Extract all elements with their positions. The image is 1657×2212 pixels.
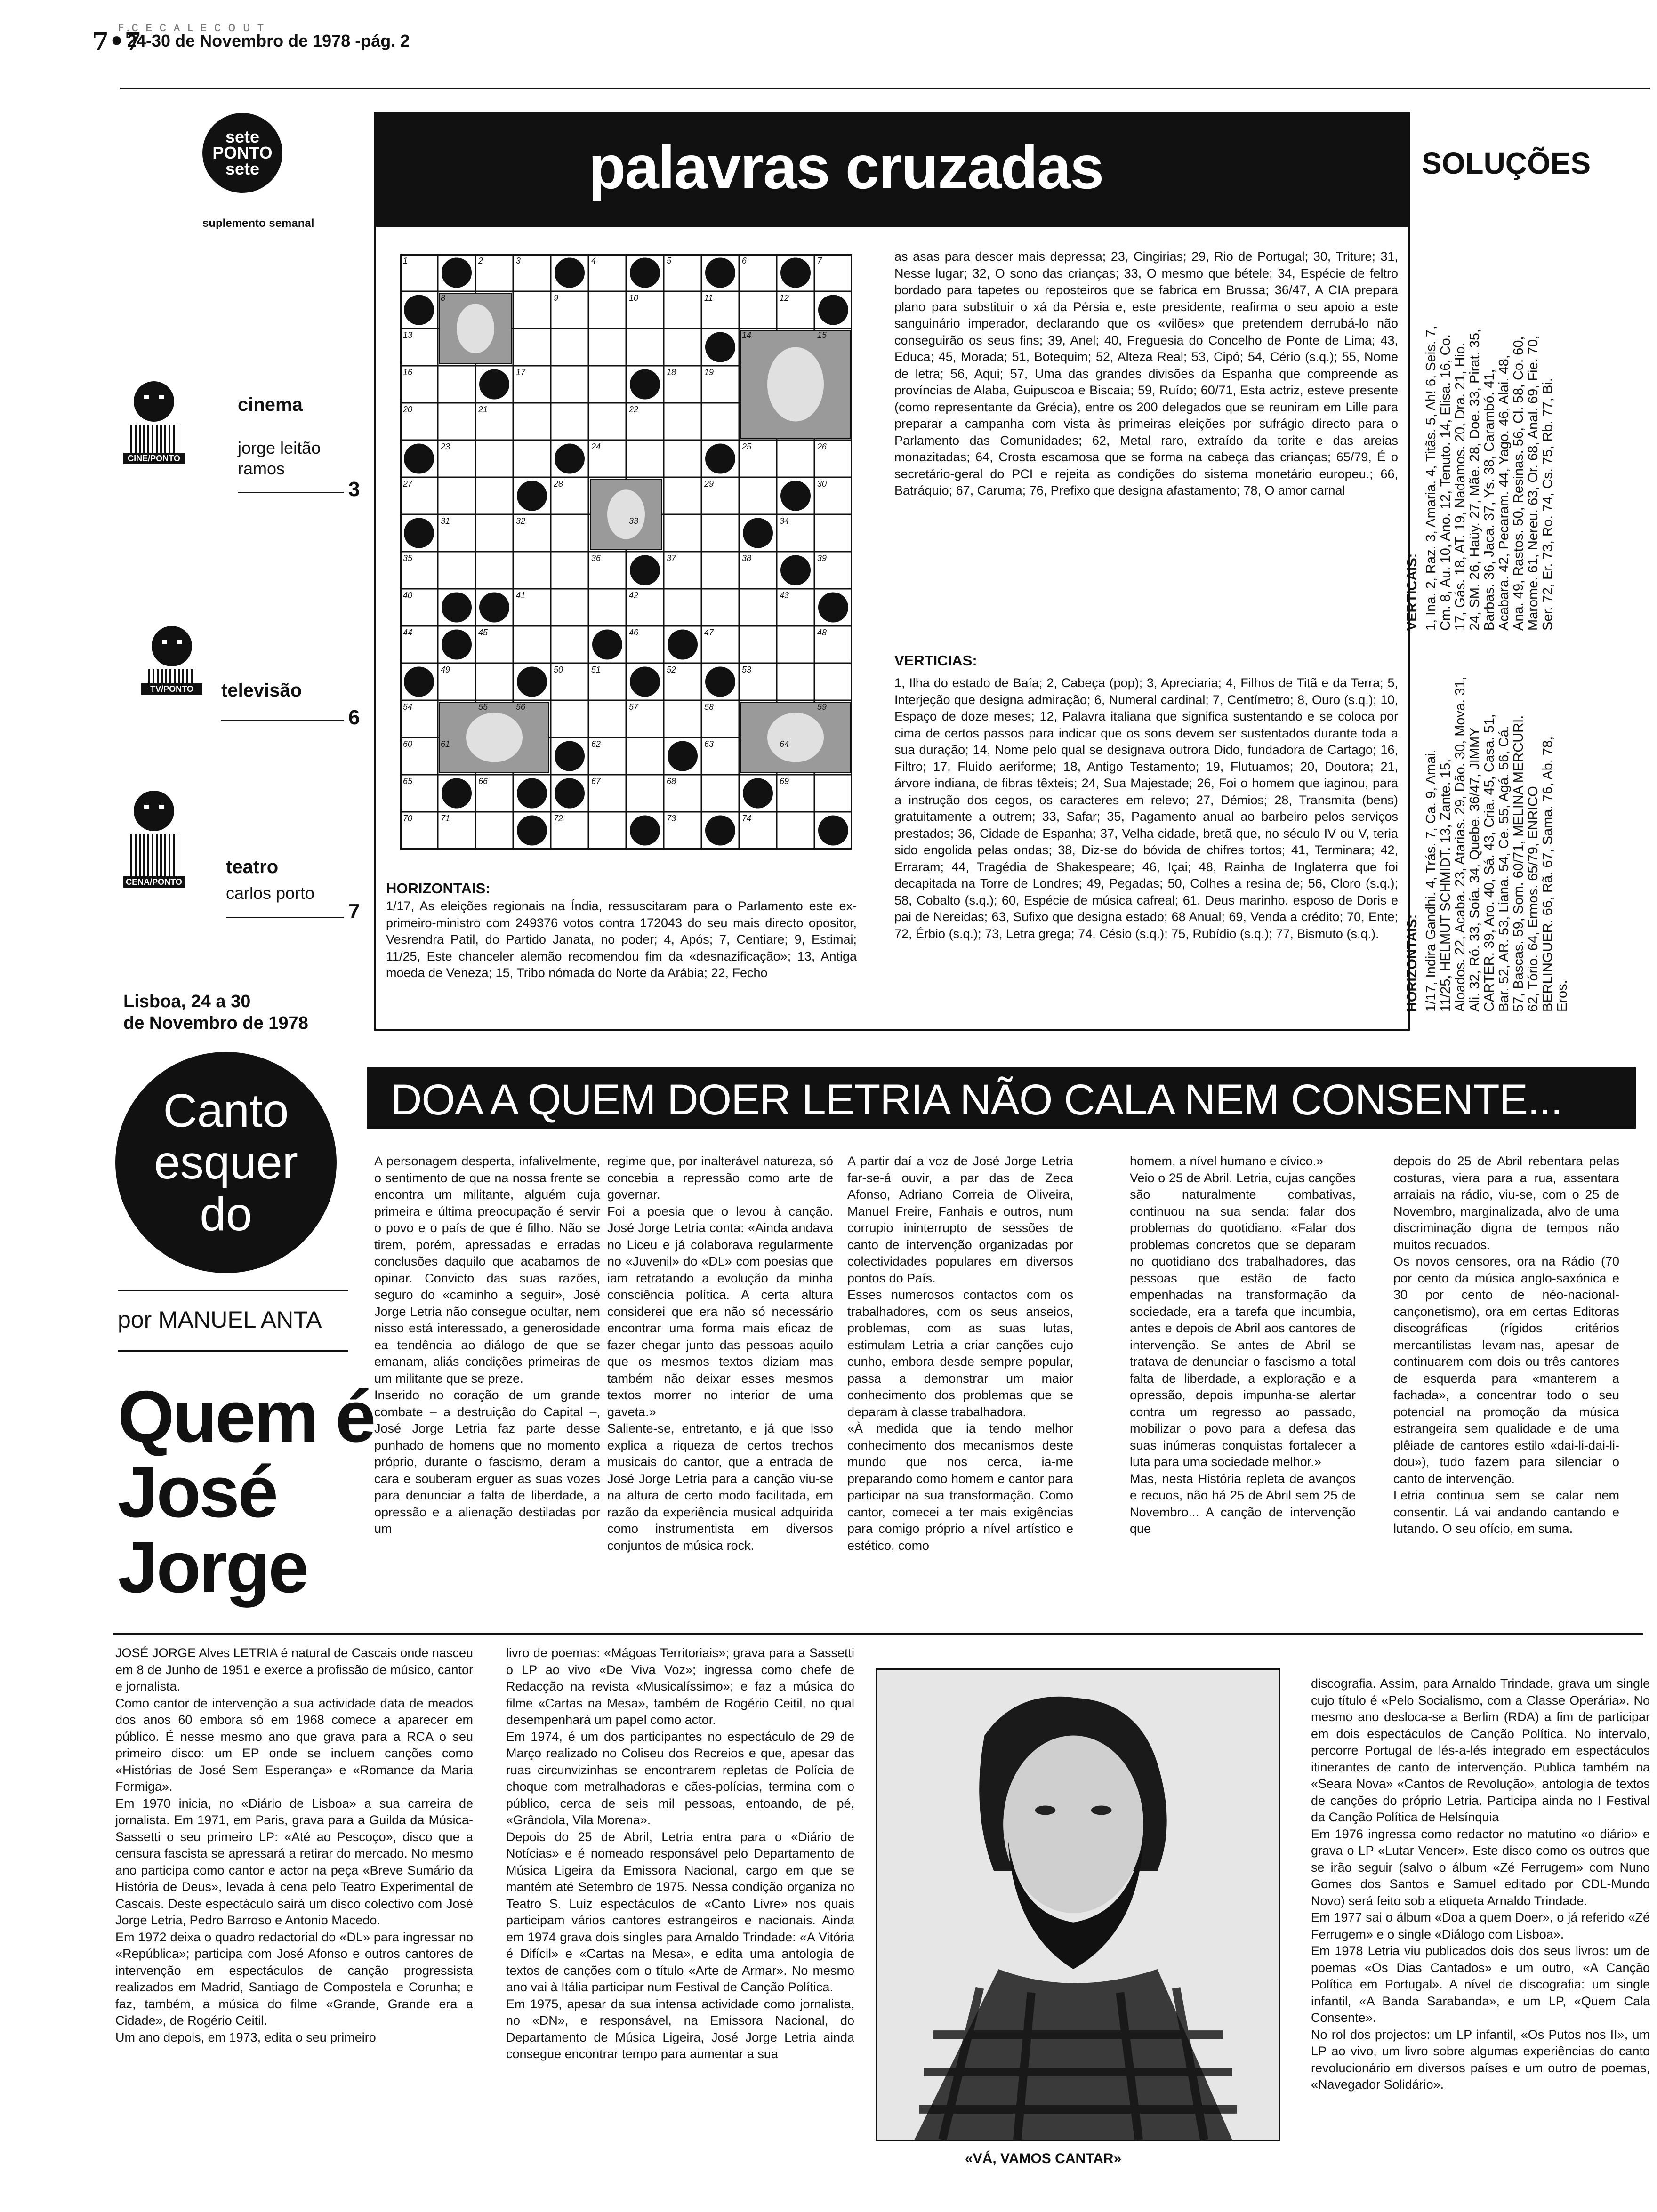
grid-black-cell xyxy=(705,816,735,846)
grid-clue-number: 18 xyxy=(667,368,676,377)
grid-clue-number: 39 xyxy=(817,553,827,563)
grid-black-cell xyxy=(442,778,472,809)
grid-clue-number: 48 xyxy=(817,628,827,637)
grid-black-cell xyxy=(668,741,698,771)
grid-clue-number: 30 xyxy=(817,479,827,489)
tv-tag: TV/PONTO xyxy=(141,683,202,695)
grid-black-cell xyxy=(517,816,547,846)
grid-clue-number: 26 xyxy=(817,442,827,451)
grid-clue-number: 56 xyxy=(516,702,526,712)
grid-clue-number: 24 xyxy=(591,442,601,451)
photo-caption: «VÁ, VAMOS CANTAR» xyxy=(965,2151,1122,2166)
cinema-face-icon xyxy=(123,381,185,464)
grid-clue-number: 69 xyxy=(780,777,789,786)
grid-black-cell xyxy=(705,332,735,362)
grid-black-cell xyxy=(555,741,585,771)
section-page-cinema: 3 xyxy=(348,478,360,501)
section-title-televisao[interactable]: televisão xyxy=(221,680,302,701)
vertical-clues-heading: VERTICIAS: xyxy=(894,652,977,669)
grid-black-cell xyxy=(404,667,434,697)
grid-black-cell xyxy=(705,444,735,474)
grid-clue-number: 66 xyxy=(478,777,488,786)
solutions-line: Cm. 8, Au. 10, Ano. 12, Tenuto. 14, Elisa. 16, Co. xyxy=(1438,334,1453,631)
header-rule xyxy=(120,88,1650,89)
grid-black-cell xyxy=(517,778,547,809)
grid-black-cell xyxy=(780,481,811,511)
grid-clue-number: 36 xyxy=(591,553,601,563)
side-title-line-1: Quem é xyxy=(118,1376,374,1457)
grid-clue-number: 58 xyxy=(704,702,714,712)
byline-rule-bottom xyxy=(118,1350,348,1352)
solutions-line: Ali. 32, Ró. 33, Soía. 34, Quebe. 36/47, JIMMY xyxy=(1467,727,1482,1012)
grid-black-cell xyxy=(743,778,773,809)
article-headline: DOA A QUEM DOER LETRIA NÃO CALA NEM CONSENTE... xyxy=(391,1076,1562,1124)
horizontal-clues-continued: as asas para descer mais depressa; 23, Cingirias; 29, Rio de Portugal; 30, Triture; 31, Nesse lugar; 32, O sono das crianças; 33, O mesmo que bétele; 34, Espécie de feltro bordado para tapetes ou reposteiros que se fabrica em Brussa; 36/47, A CIA prepara plano para substituir o xá da Pérsia e, este presidente, reafirma o seu apoio a este sanguinário imperador, declarando que os «vilões» que pretendem derrubá-lo não conseguirão os seus fins; 39, Anel; 40, Freguesia do Concelho de Ponte de Lima; 43, Educa; 45, Morada; 51, Botequim; 52, Alteza Real; 53, Cipó; 54, Cério (s.q.); 55, Nome de letra; 56, Aqui; 57, Uma das grandes divisões da Espanha que compreende as províncias de Alaba, Guipuscoa e Biscaia; 59, Ruído; 60/71, Esta actriz, esteve presente (como representante da Grécia), entre os 200 delegados que se reuniram em Lille para preparar a campanha com vista às primeiras eleições por sufrágio directo para o Parlamento das Comunidades; 62, Metal raro, extraído da torite e das areias monazitadas; 64, Crosta escamosa que se forma na cabeça das crianças; 65/79, É o secretário-geral do PCI e rejeita as condições do sistema monetário europeu.; 66, Batráquio; 67, Caruma; 76, Prefixo que designa afastamento; 78, O amor carnal xyxy=(894,249,1398,497)
grid-black-cell xyxy=(668,630,698,660)
grid-black-cell xyxy=(479,369,509,400)
scan-artifact-text: ꜰ.ᴄ ᴇ ᴄ ᴀ ʟ ᴇ ᴄ ᴏ ᴜ ᴛ xyxy=(118,19,265,34)
grid-clue-number: 34 xyxy=(780,516,789,526)
solutions-line: 57, Bascas. 59, Som. 60/71, MELINA MERCURI. xyxy=(1511,715,1526,1012)
side-title-line-3: Jorge xyxy=(118,1526,307,1608)
grid-black-cell xyxy=(517,667,547,697)
grid-clue-number: 11 xyxy=(704,293,713,303)
grid-clue-number: 62 xyxy=(591,739,601,749)
grid-clue-number: 1 xyxy=(403,256,408,265)
grid-clue-number: 4 xyxy=(591,256,596,265)
horizontal-clues-text: 1/17, As eleições regionais na Índia, ressuscitaram para o Parlamento este ex-primeiro-ministro com 249376 votos contra 172043 do seu mais directo opositor, Vesrendra Patil, do Partido Janata, no poder; 4, Após; 7, Centiare; 9, Estimai; 11/25, Este chanceler alemão recomendou fim da «desnazificação»; 13, Antiga moeda de Veneza; 15, Tribo nómada do Norte da Arábia; 22, Fecho xyxy=(386,899,857,980)
section-author-teatro: carlos porto xyxy=(226,883,315,903)
grid-clue-number: 23 xyxy=(441,442,450,451)
grid-clue-number: 60 xyxy=(403,739,413,749)
solutions-line: CARTER. 39, Aro. 40, Sá. 43, Cria. 45, Casa. 51, xyxy=(1482,714,1497,1012)
grid-clue-number: 71 xyxy=(441,814,450,823)
byline: por MANUEL ANTA xyxy=(118,1306,322,1333)
grid-clue-number: 16 xyxy=(403,368,413,377)
grid-black-cell xyxy=(818,295,848,325)
grid-clue-number: 6 xyxy=(742,256,747,265)
grid-clue-number: 20 xyxy=(403,405,413,414)
bio-column-1: JOSÉ JORGE Alves LETRIA é natural de Cascais onde nasceu em 8 de Junho de 1951 e exerce a profissão de músico, cantor e jornalista. Como cantor de intervenção a sua actividade data de meados dos anos 60 embora só em 1968 comece a aparecer em público. É nesse mesmo ano que grava para a RCA o seu primeiro disco: um EP onde se incluem canções como «Histórias de José Sem Esperança» e «Romance da Maria Formiga». Em 1970 inicia, no «Diário de Lisboa» a sua carreira de jornalista. Em 1971, em Paris, grava para a Guilda da Música-Sassetti o seu primeiro LP: «Até ao Pescoço», disco que a censura fascista se apressará a retirar do mercado. No mesmo ano participa como cantor e actor na peça «Breve Sumário da História de Deus», levada à cena pelo Teatro Experimental de Cascais. Deste espectáculo sairá um disco colectivo com José Jorge Letria, Pedro Barroso e Antonio Macedo. Em 1972 deixa o quadro redactorial do «DL» para ingressar no «República»; participa com José Afonso e outros cantores de intervenção em espectáculos de canção progressista realizados em Madrid, Santiago de Compostela e Corunha; e faz, também, a música do filme «Grande, Grande era a Cidade», de Rogério Ceitil. Um ano depois, em 1973, edita o seu primeiro xyxy=(115,1646,473,2044)
grid-clue-number: 59 xyxy=(817,702,827,712)
grid-clue-number: 57 xyxy=(629,702,639,712)
grid-black-cell xyxy=(818,816,848,846)
solutions-line: BERLINGUER. 66, Rã. 67, Sama. 76, Ab. 78, xyxy=(1540,736,1555,1012)
grid-clue-number: 21 xyxy=(478,405,488,414)
grid-clue-number: 50 xyxy=(554,665,563,674)
badge-line-3: sete xyxy=(225,159,260,178)
grid-clue-number: 46 xyxy=(629,628,639,637)
grid-black-cell xyxy=(705,667,735,697)
masthead-logo: 7•7 xyxy=(92,27,142,56)
cinema-tag: CINE/PONTO xyxy=(123,453,185,464)
grid-clue-number: 41 xyxy=(516,591,526,600)
grid-clue-number: 12 xyxy=(780,293,789,303)
bio-section-rule xyxy=(113,1633,1643,1635)
grid-clue-number: 29 xyxy=(704,479,714,489)
section-rule xyxy=(221,720,344,721)
grid-clue-number: 7 xyxy=(817,256,822,265)
grid-black-cell xyxy=(630,555,660,585)
grid-black-cell xyxy=(404,518,434,548)
solutions-line: Ana. 49, Rastos. 50, Resinas. 56, Cl. 58, Co. 60, xyxy=(1511,336,1526,631)
grid-clue-number: 44 xyxy=(403,628,413,637)
portrait-illustration xyxy=(877,1670,1279,2140)
grid-clue-number: 28 xyxy=(554,479,563,489)
grid-clue-number: 51 xyxy=(591,665,601,674)
article-column-1: A personagem desperta, infalivelmente, o sentimento de que na nossa frente se encontra um militante, alguém cuja primeira e última preocupação é servir o povo e o país de que é filho. Não se tirem, porém, apressadas e erradas conclusões daquilo que acabamos de opinar. Convicto das suas razões, seguro do «caminho a seguir», José Jorge Letria não consegue ocultar, nem nisso está interessado, a generosidade ea tendência ao diálogo de que se emanam, aliás condições primeiras de um militante que se preze. Inserido no coração de um grande combate – a destruição do Capital –, José Jorge Letria faz parte desse punhado de homens que no momento próprio, durante o fascismo, deram a cara e souberam erguer as suas vozes para denunciar a falta de liberdade, a opressão e a alienação destiladas por um xyxy=(374,1154,600,1536)
grid-clue-number: 9 xyxy=(554,293,559,303)
grid-clue-number: 68 xyxy=(667,777,676,786)
crossword-title: palavras cruzadas xyxy=(588,133,1103,201)
kicker-line-2: esquer xyxy=(154,1136,298,1189)
dateline: Lisboa, 24 a 30 de Novembro de 1978 xyxy=(123,992,308,1033)
grid-clue-number: 55 xyxy=(478,702,488,712)
side-title-line-2: José xyxy=(118,1451,277,1532)
solutions-label: VERTICAIS: xyxy=(1405,553,1420,631)
grid-clue-number: 35 xyxy=(403,553,413,563)
grid-clue-number: 32 xyxy=(516,516,526,526)
grid-black-cell xyxy=(404,444,434,474)
canto-esquerdo-disc xyxy=(115,1052,337,1273)
solutions-line: 1/17, Indira Gandhi. 4, Trás. 7, Ca. 9, Amai. xyxy=(1424,749,1439,1012)
bio-column-3: discografia. Assim, para Arnaldo Trindade, grava um single cujo título é «Pelo Socialismo, com a Classe Operária». No mesmo ano desloca-se a Berlim (RDA) a fim de participar em dois espectáculos de Canção Política. No intervalo, percorre Portugal de lés-a-lés integrado em espectáculos itinerantes de canto de intervenção. Publica também na «Seara Nova» «Cantos de Revolução», antologia de textos de canções do próprio Letria. Participa ainda no I Festival da Canção Política de Helsínquia Em 1976 ingressa como redactor no matutino «o diário» e grava o LP «Lutar Vencer». Este disco como os outros que se irão seguir (salvo o álbum «Zé Ferrugem» com Nuno Gomes dos Santos e Samuel editado por CDL-Mundo Novo) será feito sob a etiqueta Arnaldo Trindade. Em 1977 sai o álbum «Doa a quem Doer», o já referido «Zé Ferrugem» e o single «Diálogo com Lisboa». Em 1978 Letria viu publicados dois dos seus livros: um de poemas «Os Dias Cantados» e um outro, «A Canção Política em Portugal». A nível de discografia: um single infantil, «A Banda Sarabanda», e um LP, «Quem Cala Consente». No rol dos projectos: um LP infantil, «Os Putos nos II», um LP ao vivo, um livro sobre algumas experiências do canto revolucionário em diversos países e um outro de poemas, «Navegador Solidário». xyxy=(1311,1676,1650,2092)
section-title-cinema[interactable]: cinema xyxy=(238,394,303,415)
badge-line-1: sete xyxy=(225,127,260,146)
grid-black-cell xyxy=(442,593,472,623)
solutions-line: Acabara. 42, Pecaram. 44, Yago. 46, Alai. 48, xyxy=(1496,355,1512,631)
grid-clue-number: 47 xyxy=(704,628,714,637)
tv-face-icon xyxy=(141,626,202,695)
supplement-label: suplemento semanal xyxy=(202,217,314,230)
grid-clue-number: 61 xyxy=(441,739,450,749)
solutions-line: Barbas. 36, Jaca. 37, Ys. 38, Carambó. 41, xyxy=(1482,369,1497,631)
grid-black-cell xyxy=(818,593,848,623)
grid-black-cell xyxy=(705,258,735,288)
grid-clue-number: 52 xyxy=(667,665,676,674)
grid-black-cell xyxy=(743,518,773,548)
theatre-tag: CENA/PONTO xyxy=(123,876,185,888)
byline-rule xyxy=(118,1290,348,1291)
crossword-grid[interactable] xyxy=(400,254,852,852)
solutions-line: Marome. 61, Nereu. 63, Or. 68, Anal. 69, Fie. 70, xyxy=(1526,335,1541,631)
solutions-line: Bar. 52, AR. 53, Liana. 54, Ce. 55, Agá. 56, Cá. xyxy=(1496,726,1512,1012)
grid-black-cell xyxy=(630,258,660,288)
grid-black-cell xyxy=(555,444,585,474)
solutions-line: 1, Ina. 2, Raz. 3, Amaria. 4, Titãs. 5, Ah! 6, Seis. 7, xyxy=(1424,326,1439,631)
solutions-line: Aloados. 22, Acaba. 23, Atarias. 29, Dão. 30, Mova. 31, xyxy=(1453,676,1468,1012)
sete-ponto-sete-badge xyxy=(202,113,282,193)
grid-clue-number: 19 xyxy=(704,368,714,377)
section-rule xyxy=(226,917,344,918)
solutions-label: HORIZONTAIS: xyxy=(1405,914,1420,1012)
grid-clue-number: 38 xyxy=(742,553,752,563)
grid-clue-number: 27 xyxy=(403,479,413,489)
grid-clue-number: 53 xyxy=(742,665,752,674)
kicker-line-1: Canto xyxy=(163,1084,289,1137)
grid-black-cell xyxy=(442,630,472,660)
grid-clue-number: 37 xyxy=(667,553,676,563)
grid-black-cell xyxy=(442,258,472,288)
grid-clue-number: 22 xyxy=(629,405,639,414)
grid-black-cell xyxy=(780,555,811,585)
grid-black-cell xyxy=(555,258,585,288)
solutions-line: 62, Tório. 64, Ermos. 65/79, ENRICO xyxy=(1526,786,1541,1012)
grid-clue-number: 25 xyxy=(742,442,752,451)
badge-line-2: PONTO xyxy=(212,143,273,162)
article-column-5: depois do 25 de Abril rebentara pelas costuras, viera para a rua, assentara arraiais na rádio, viu-se, com o 25 de Novembro, marginalizada, alvo de uma discriminação digna de tempos não muitos recuados. Os novos censores, ora na Rádio (70 por cento da música anglo-saxónica e 30 por cento de néo-nacional-cançonetismo), ora em certas Editoras discográficas (rígidos critérios mercantilistas levam-nas, apesar de continuarem com dois ou três cantores de esquerda para «manterem a fachada», a concentrar todo o seu potencial na promoção da música estrangeira sem qualidade e de uma plêiade de cantores estilo «dai-li-dai-li-dou»), tudo fazem para silenciar o canto de intervenção. Letria continua sem se calar nem consentir. Lá vai andando cantando e lutando. O seu ofício, em suma. xyxy=(1393,1154,1619,1536)
grid-clue-number: 33 xyxy=(629,516,639,526)
grid-clue-number: 64 xyxy=(780,739,789,749)
grid-clue-number: 15 xyxy=(817,330,827,340)
grid-clue-number: 74 xyxy=(742,814,752,823)
grid-black-cell xyxy=(517,481,547,511)
solutions-title: SOLUÇÕES xyxy=(1422,146,1591,180)
grid-clue-number: 8 xyxy=(441,293,446,303)
grid-clue-number: 45 xyxy=(478,628,488,637)
grid-clue-number: 3 xyxy=(516,256,521,265)
grid-clue-number: 2 xyxy=(478,256,483,265)
grid-clue-number: 17 xyxy=(516,368,526,377)
grid-clue-number: 70 xyxy=(403,814,413,823)
grid-black-cell xyxy=(555,778,585,809)
article-column-3: A partir daí a voz de José Jorge Letria far-se-á ouvir, a par das de Zeca Afonso, Adriano Correia de Oliveira, Manuel Freire, Fanhais e outros, num corrupio ininterrupto de sessões de canto de intervenção organizadas por colectividades populares em diversos pontos do País. Esses numerosos contactos com os trabalhadores, com os seus anseios, problemas, com as suas lutas, estimulam Letria a criar canções cujo cunho, embora desde sempre popular, passa a demonstrar um maior conhecimento dos problemas que se deparam à classe trabalhadora. «À medida que ia tendo melhor conhecimento dos mecanismos deste mundo que nos cerca, ia-me preparando como homem e cantor para participar na sua transformação. Como cantor, comecei a ter mais exigências para comigo próprio a nível artístico e estético, como xyxy=(847,1154,1073,1553)
article-column-4: homem, a nível humano e cívico.» Veio o 25 de Abril. Letria, cujas canções são naturalmente combativas, continuou na sua senda: falar dos problemas do quotidiano. «Falar dos problemas concretos que se deparam no quotidiano dos trabalhadores, das pessoas que estão de facto empenhadas na transformação da sociedade, era a tarefa que incumbia, antes e depois de Abril aos cantores de intervenção. Se antes de Abril se tratava de denunciar o fascismo a total falta de liberdade, a exploração e a opressão, depois impunha-se alertar contra um regresso ao passado, mobilizar o povo para a defesa das suas inúmeras conquistas fortalecer a luta para uma sociedade melhor.» Mas, nesta História repleta de avanços e recuos, não há 25 de Abril sem 25 de Novembro... A canção de intervenção que xyxy=(1130,1154,1356,1536)
grid-black-cell xyxy=(630,369,660,400)
theatre-face-icon xyxy=(123,791,185,888)
grid-black-cell xyxy=(479,593,509,623)
section-page-teatro: 7 xyxy=(348,900,360,923)
bio-column-2: livro de poemas: «Mágoas Territoriais»; grava para a Sassetti o LP ao vivo «De Viva Voz»; ingressa como chefe de Redacção na revista «Musicalíssimo»; e faz a música do filme «Cartas na Mesa», também de Rogério Ceitil, no qual desempenhará um papel como actor. Em 1974, é um dos participantes no espectáculo de 29 de Março realizado no Coliseu dos Recreios e que, apesar das ruas circunvizinhas se encontrarem repletas de Polícia de choque com metralhadoras e cães-polícias, termina com o público, cerca de seis mil pessoas, entoando, de pé, «Grândola, Vila Morena». Depois do 25 de Abril, Letria entra para o «Diário de Notícias» e é nomeado responsável pelo Departamento de Música Ligeira da Emissora Nacional, cargo em que se mantém até Setembro de 1975. Nessa condição organiza no Teatro S. Luiz espectáculos de «Canto Livre» nos quais participam vários cantores estrangeiros e nacionais. Ainda em 1974 grava dois singles para Arnaldo Trindade: «A Vitória é Difícil» e «Cartas na Mesa», e edita uma antologia de textos de canções com o título «Arte de Armar». No mesmo ano vai à Itália participar num Festival de Canção Política. Em 1975, apesar da sua intensa actividade como jornalista, no «DN», e responsável, na Emissora Nacional, do Departamento de Música Ligeira, José Jorge Letria ainda consegue encontrar tempo para aumentar a sua xyxy=(506,1646,854,2061)
solutions-line: Ser. 72, Er. 73, Ro. 74, Cs. 75, Rb. 77, Bi. xyxy=(1540,378,1555,631)
grid-clue-number: 67 xyxy=(591,777,601,786)
solutions-line: 24, SM. 26, Haüy. 27, Mãe. 28, Doe. 33, Pirat. 35, xyxy=(1467,329,1482,631)
grid-black-cell xyxy=(780,258,811,288)
grid-clue-number: 54 xyxy=(403,702,413,712)
grid-black-cell xyxy=(630,816,660,846)
grid-clue-number: 73 xyxy=(667,814,676,823)
grid-clue-number: 40 xyxy=(403,591,413,600)
grid-clue-number: 72 xyxy=(554,814,563,823)
section-author-cinema: jorge leitão ramos xyxy=(238,438,321,478)
grid-clue-number: 65 xyxy=(403,777,413,786)
portrait-photo xyxy=(876,1668,1280,2141)
solutions-line: 17, Gás. 18, AT. 19, Nadamos. 20, Dra. 21, Hio. xyxy=(1453,342,1468,631)
grid-black-cell xyxy=(630,667,660,697)
section-page-televisao: 6 xyxy=(348,706,360,729)
grid-black-cell xyxy=(404,295,434,325)
side-title xyxy=(118,1376,374,1608)
grid-clue-number: 63 xyxy=(704,739,714,749)
grid-clue-number: 43 xyxy=(780,591,789,600)
grid-clue-number: 5 xyxy=(667,256,672,265)
grid-black-cell xyxy=(592,630,622,660)
solutions-line: 11/25, HELMUT SCHMIDT. 13, Zante. 15, xyxy=(1438,759,1453,1012)
grid-clue-number: 14 xyxy=(742,330,752,340)
section-title-teatro[interactable]: teatro xyxy=(226,857,279,877)
vertical-clues-text: 1, Ilha do estado de Baía; 2, Cabeça (pop); 3, Apreciaria; 4, Filhos de Titã e da Terra; 5, Interjeção que designa admiração; 6, Numeral cardinal; 7, Centímetro; 8, Ouro (s.q.); 10, Espaço de doze meses; 12, Palavra italiana que significa sustentando e se coloca por cima de certos passos para indicar que os sons devem ser sustentados durante toda a sua duração; 14, Nome pelo qual se designava outrora Dido, fundadora de Cartago; 16, Filtro; 17, Fluido aeriforme; 18, Antigo Testamento; 19, Flutuamos; 20, Doutora; 21, árvore indiana, de fibras têxteis; 24, Sua Majestade; 26, Foi o homem que iaginou, para a instrução dos cegos, os caracteres em relevo; 27, Démios; 28, Transmita (bens) gratuitamente a outrem; 33, Safar; 35, Pagamento anual ao barbeiro pelos serviços prestados; 36, Cidade de Espanha; 37, Velha cidade, bretã que, no século IV ou V, teria sido engolida pelas ondas; 38, Diz-se do bóvida de chifres tortos; 41, Terminara; 42, Erraram; 44, Tragédia de Shakespeare; 46, Içai; 48, Rainha de Inglaterra que foi decapitada na Torre de Londres; 49, Pegadas; 50, Colhes a resina de; 56, Cloro (s.q.); 58, Cobalto (s.q.); 60, Espécie de música cafreal; 61, Deus marinho, esposo de Doris e pai de Nereidas; 63, Sufixo que designa estado; 68 Anual; 69, Venda a crédito; 70, Ente; 72, Érbio (s.q.); 73, Letra grega; 74, Césio (s.q.); 75, Rubídio (s.q.); 77, Bismuto (s.q.). xyxy=(894,676,1398,941)
grid-clue-number: 42 xyxy=(629,591,639,600)
grid-clue-number: 31 xyxy=(441,516,450,526)
issue-date-line: 24-30 de Novembro de 1978 -pág. 2 xyxy=(127,31,410,50)
section-rule xyxy=(238,492,344,493)
grid-clue-number: 10 xyxy=(629,293,639,303)
solutions-line: Eros. xyxy=(1555,980,1570,1012)
grid-clue-number: 13 xyxy=(403,330,413,340)
kicker-line-3: do xyxy=(200,1188,252,1241)
horizontal-clues-heading: HORIZONTAIS: xyxy=(386,880,491,897)
article-column-2: regime que, por inalterável natureza, só concebia a repressão como arte de governar. Foi a poesia que o levou à canção. José Jorge Letria conta: «Ainda andava no Liceu e já colaborava regularmente no «Juvenil» do «DL» com poesias que iam retratando a evolução da minha consciência política. A certa altura considerei que era não só necessário encontrar uma forma mais eficaz de fazer chegar junto das pessoas aquilo que os mesmos textos diziam mas também não deixar esses mesmos textos morrer no interior de uma gaveta.» Saliente-se, entretanto, e já que isso explica a riqueza de certos trechos musicais do cantor, que a entrada de José Jorge Letria para a canção viu-se na altura de certo modo facilitada, em razão da experiência musical adquirida como instrumentista em diversos conjuntos de música rock. xyxy=(607,1154,833,1553)
grid-clue-number: 49 xyxy=(441,665,450,674)
